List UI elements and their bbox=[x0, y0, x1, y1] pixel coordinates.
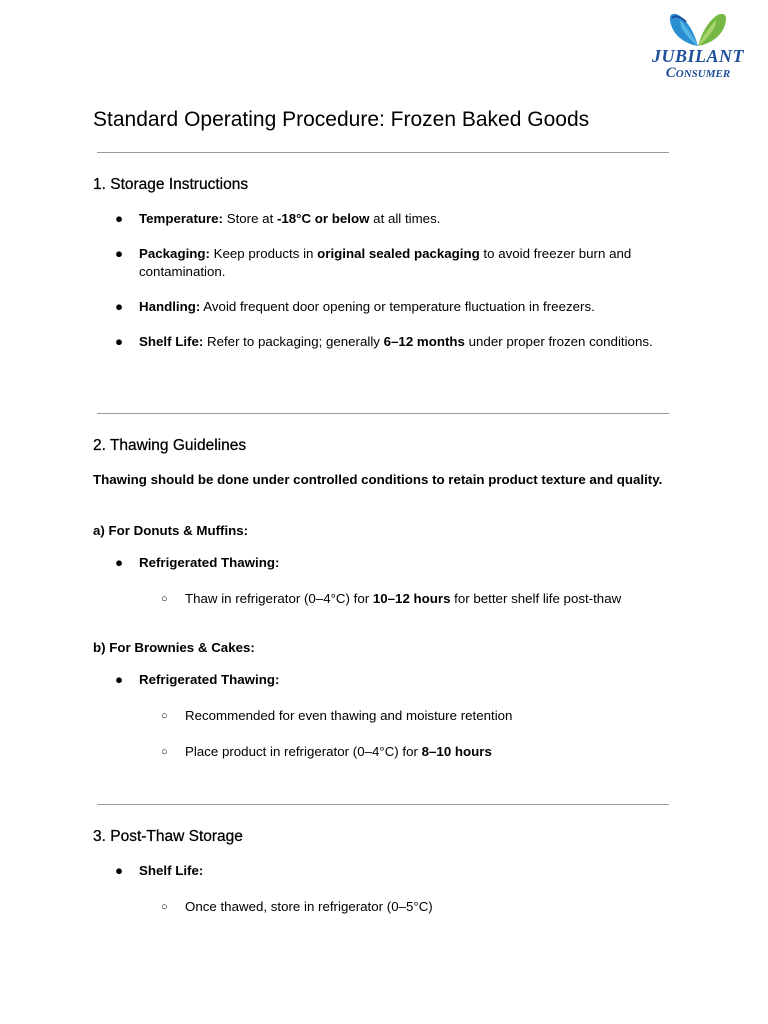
circle-bullet-icon: ○ bbox=[161, 710, 168, 722]
butterfly-icon bbox=[666, 10, 730, 50]
divider bbox=[97, 152, 669, 153]
bullet-icon: ● bbox=[115, 555, 124, 570]
circle-bullet-icon: ○ bbox=[161, 901, 168, 913]
bullet-icon: ● bbox=[115, 334, 124, 349]
bullet-icon: ● bbox=[115, 863, 124, 878]
bullet-icon: ● bbox=[115, 246, 124, 261]
section-heading-post-thaw: 3. Post-Thaw Storage bbox=[93, 828, 243, 845]
bullet-icon: ● bbox=[115, 211, 124, 226]
page-title: Standard Operating Procedure: Frozen Baked Goods bbox=[93, 108, 590, 131]
list-item: ● Handling: Avoid frequent door opening or temperature fluctuation in freezers. bbox=[115, 299, 595, 314]
list-item: ● Refrigerated Thawing: bbox=[115, 555, 280, 570]
divider bbox=[97, 804, 669, 805]
list-item: ● Shelf Life: Refer to packaging; generally 6–12 months under proper frozen conditions. bbox=[115, 334, 653, 349]
sub-list-item: ○ Recommended for even thawing and moisture retention bbox=[161, 708, 513, 723]
section-intro: Thawing should be done under controlled conditions to retain product texture and quality. bbox=[93, 472, 663, 487]
divider bbox=[97, 413, 669, 414]
brand-logo bbox=[646, 10, 750, 86]
list-item: ● Refrigerated Thawing: bbox=[115, 672, 280, 687]
bullet-icon: ● bbox=[115, 672, 124, 687]
subsection-heading: a) For Donuts & Muffins: bbox=[93, 523, 249, 538]
circle-bullet-icon: ○ bbox=[161, 746, 168, 758]
sub-list-item: ○ Thaw in refrigerator (0–4°C) for 10–12 hours for better shelf life post-thaw bbox=[161, 591, 622, 606]
bullet-icon: ● bbox=[115, 299, 124, 314]
subsection-heading: b) For Brownies & Cakes: bbox=[93, 640, 255, 655]
list-item: ● Shelf Life: bbox=[115, 863, 204, 878]
circle-bullet-icon: ○ bbox=[161, 593, 168, 605]
logo-wordmark-bottom: Consumer bbox=[665, 65, 731, 81]
sub-list-item: ○ Place product in refrigerator (0–4°C) for 8–10 hours bbox=[161, 744, 492, 759]
list-item: ● Packaging: Keep products in original sealed packaging to avoid freezer burn and contamination. bbox=[115, 246, 632, 279]
sub-list-item: ○ Once thawed, store in refrigerator (0–5°C) bbox=[161, 899, 433, 914]
logo-wordmark-top: JUBILANT bbox=[651, 46, 744, 66]
section-heading-thawing: 2. Thawing Guidelines bbox=[93, 437, 247, 454]
list-item: ● Temperature: Store at -18°C or below at all times. bbox=[115, 211, 441, 226]
section-heading-storage: 1. Storage Instructions bbox=[93, 176, 249, 193]
